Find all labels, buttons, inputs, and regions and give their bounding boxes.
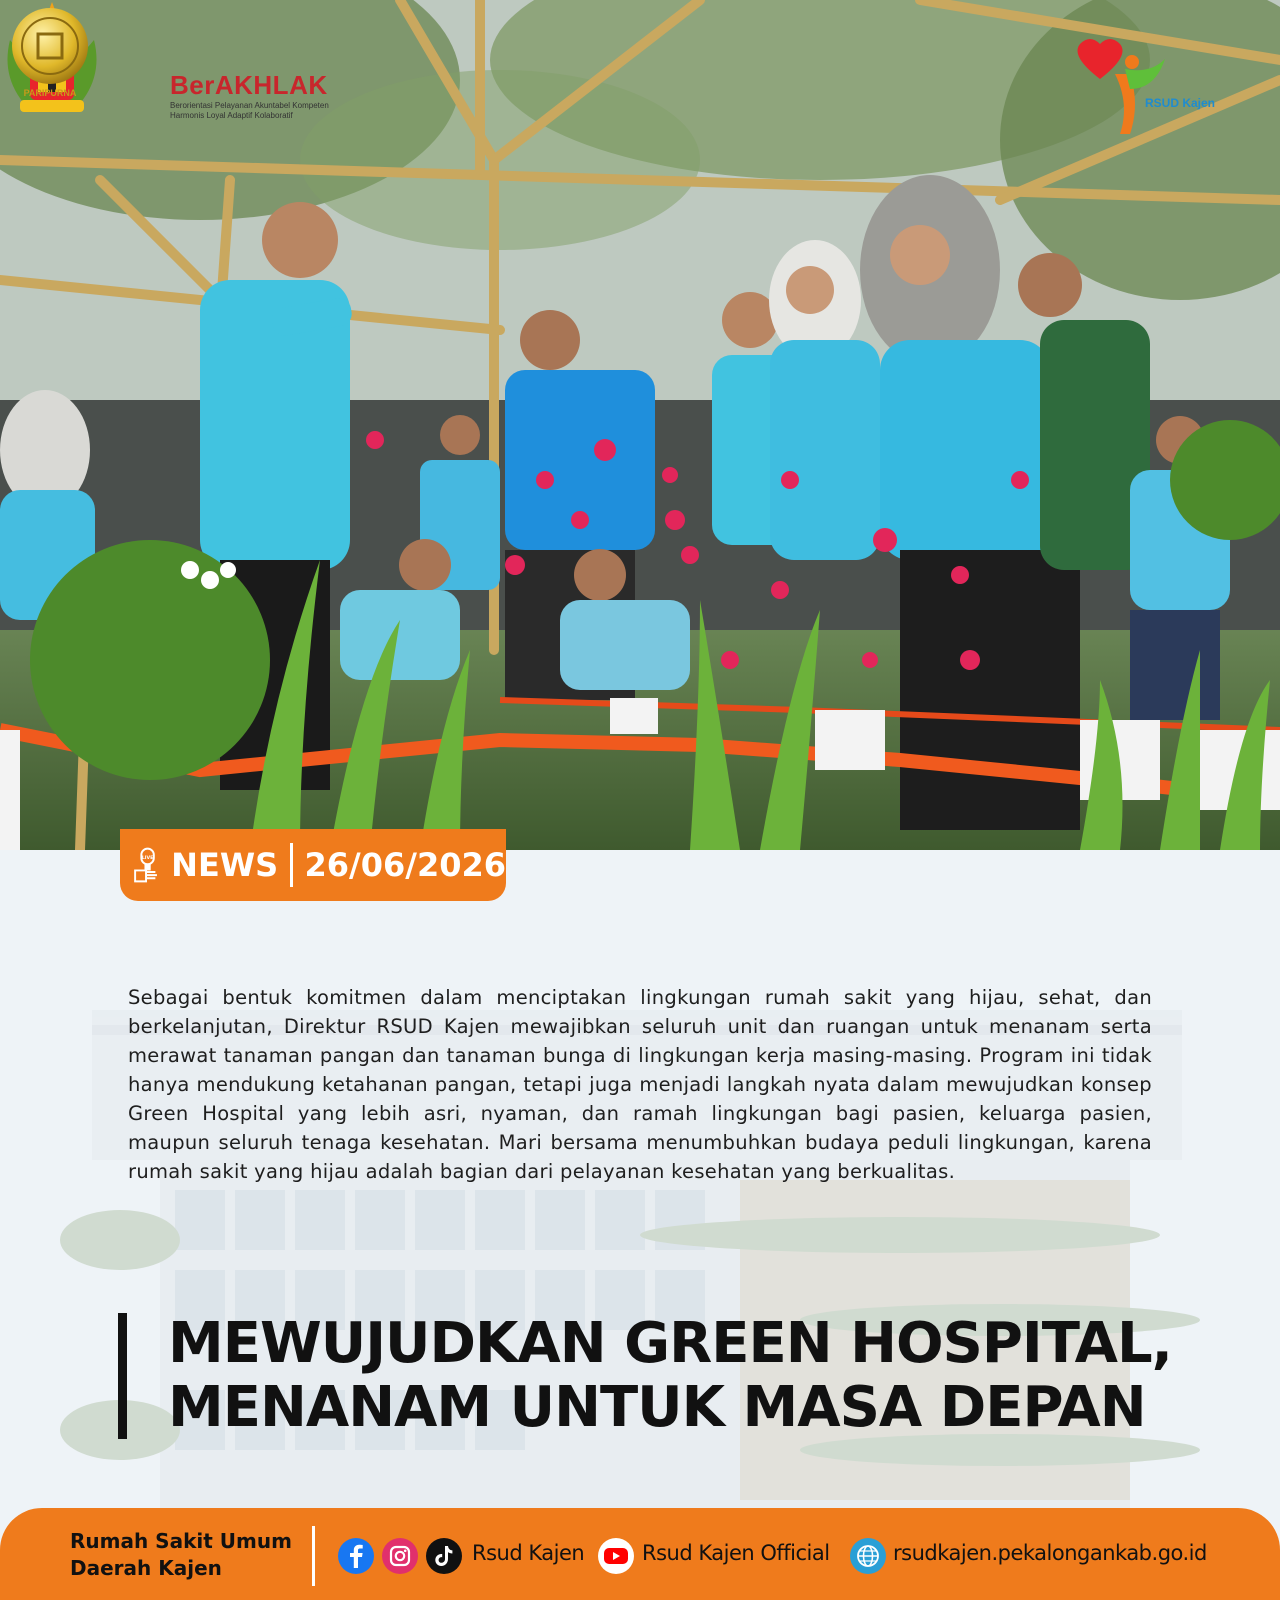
rsud-kajen-logo-text: RSUD Kajen (1145, 96, 1216, 110)
berakhlak-logo (170, 70, 340, 121)
footer-org-line-2: Daerah Kajen (70, 1556, 222, 1580)
article-headline (168, 1311, 1172, 1440)
paripurna-accreditation-logo (0, 0, 100, 100)
berakhlak-logo-text: BerAKHLAK (170, 70, 328, 100)
footer-organization-name (70, 1528, 292, 1582)
footer-org-line-1: Rumah Sakit Umum (70, 1529, 292, 1553)
svg-text:LIVE: LIVE (141, 855, 154, 861)
tiktok-icon[interactable] (426, 1538, 462, 1574)
rsud-kajen-heart-icon (1070, 34, 1220, 134)
footer-divider (312, 1526, 315, 1586)
headline-line-1: MEWUJUDKAN GREEN HOSPITAL, (168, 1311, 1172, 1376)
facebook-icon[interactable] (338, 1538, 374, 1574)
youtube-icon[interactable] (598, 1538, 634, 1574)
news-badge (120, 829, 506, 901)
news-label: NEWS (171, 846, 279, 884)
rsud-kajen-logo (1070, 34, 1220, 134)
headline-line-2: MENANAM UNTUK MASA DEPAN (168, 1375, 1146, 1440)
berakhlak-tagline: Berorientasi Pelayanan Akuntabel Kompeten Harmonis Loyal Adaptif Kolaboratif (170, 101, 329, 120)
instagram-icon[interactable] (382, 1538, 418, 1574)
website-link[interactable]: rsudkajen.pekalongankab.go.id (893, 1541, 1207, 1565)
headline-accent-bar (118, 1313, 127, 1439)
article-body: Sebagai bentuk komitmen dalam menciptakan lingkungan rumah sakit yang hijau, sehat, dan berkelanjutan, Direktur RSUD Kajen mewajibkan seluruh unit dan ruangan untuk menanam serta merawat tanaman pangan dan tanaman bunga di lingkungan kerja masing-masing. Program ini tidak hanya mendukung ketahanan pangan, tetapi juga menjadi langkah nyata dalam mewujudkan konsep Green Hospital yang lebih asri, nyaman, dan ramah lingkungan bagi pasien, keluarga pasien, maupun seluruh tenaga kesehatan. Mari bersama menumbuhkan budaya peduli lingkungan, karena rumah sakit yang hijau adalah bagian dari pelayanan kesehatan yang berkualitas. (128, 986, 1152, 1183)
news-date: 26/06/2026 (304, 846, 506, 884)
youtube-channel-link[interactable]: Rsud Kajen Official (642, 1541, 830, 1565)
social-handle-link[interactable]: Rsud Kajen (472, 1541, 585, 1565)
globe-icon[interactable] (850, 1538, 886, 1574)
live-microphone-icon (132, 842, 163, 888)
footer-bar (0, 1508, 1280, 1600)
news-badge-divider (290, 843, 292, 887)
paripurna-label: PARIPURNA (23, 88, 77, 98)
